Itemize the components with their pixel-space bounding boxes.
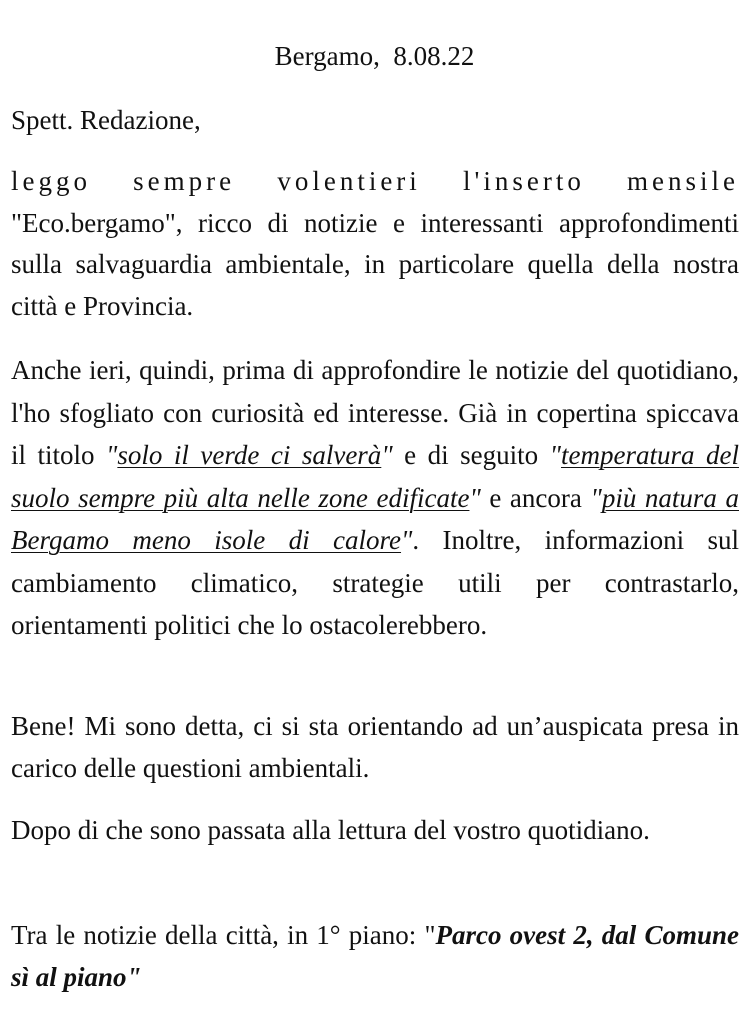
quote-2-open: " — [549, 440, 561, 470]
paragraph-1-spaced-text: leggo sempre volentieri l'inserto mensile — [11, 166, 739, 196]
paragraph-1-text: "Eco.bergamo", ricco di notizie e interessanti approfondimenti sulla salvaguardia ambientale, in particolare quella della nostra città e Provincia. — [11, 207, 739, 321]
paragraph-4: Dopo di che sono passata alla lettura del vostro quotidiano. — [11, 815, 650, 845]
headline-quote: Parco ovest 2, dal Comune sì al piano" — [11, 920, 739, 992]
quote-2: temperatura del suolo sempre più alta nelle zone edificate — [11, 440, 739, 513]
paragraph-5-text: Tra le notizie della città, in 1° piano: " — [11, 920, 436, 950]
paragraph-5 — [11, 914, 739, 998]
paragraph-2 — [11, 349, 739, 647]
quote-3: più natura a Bergamo meno isole di calore — [11, 482, 739, 555]
quote-1-open: " — [106, 440, 118, 470]
paragraph-2-text-d: . Inoltre, informazioni sul cambiamento climatico, strategie utili per contrastarlo, orientamenti politici che lo ostacolerebbero. — [11, 525, 740, 640]
quote-1: solo il verde ci salverà — [117, 440, 382, 470]
salutation: Spett. Redazione, — [11, 105, 201, 135]
quote-1-close: " — [381, 440, 393, 470]
paragraph-1 — [11, 161, 739, 327]
paragraph-3: Bene! Mi sono detta, ci si sta orientando ad un’auspicata presa in carico delle questioni ambientali. — [11, 711, 739, 783]
date-line: Bergamo, 8.08.22 — [274, 41, 475, 71]
paragraph-2-text-b: e di seguito — [392, 440, 550, 470]
paragraph-2-text-a: Anche ieri, quindi, prima di approfondire le notizie del quotidiano, l'ho sfogliato con curiosità ed interesse. Già in copertina spiccava il titolo — [11, 355, 739, 470]
quote-3-close: " — [401, 525, 413, 555]
quote-3-open: " — [590, 482, 602, 513]
paragraph-2-text-c: e ancora — [480, 482, 591, 513]
quote-2-close: " — [469, 482, 481, 513]
